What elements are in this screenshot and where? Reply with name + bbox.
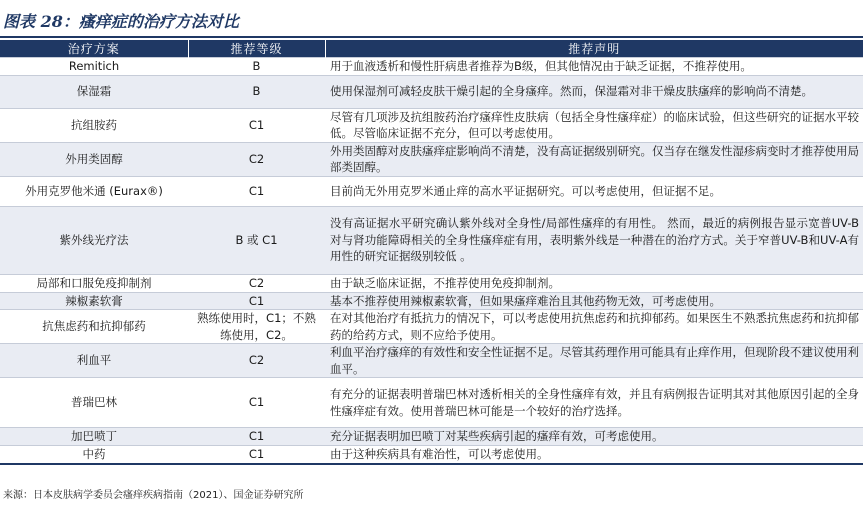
- recommendation-statement-cell: 外用类固醇对皮肤瘙痒症影响尚不清楚，没有高证据级别研究。仅当存在继发性湿疹病变时才推荐使用局部类固醇。: [325, 142, 863, 176]
- header-statement: 推荐声明: [325, 40, 863, 58]
- recommendation-statement-cell: 尽管有几项涉及抗组胺药治疗瘙痒性皮肤病（包括全身性瘙痒症）的临床试验，但这些研究的证据水平较低。尽管临床证据不充分，但可以考虑使用。: [325, 108, 863, 142]
- recommendation-level-cell: B: [188, 58, 325, 76]
- table-row: [0, 378, 863, 428]
- table-row: [0, 344, 863, 378]
- table-row: [0, 58, 863, 76]
- page-title: 图表 28：瘙痒症的治疗方法对比: [3, 12, 239, 31]
- table-row: [0, 206, 863, 274]
- table-row: [0, 310, 863, 344]
- recommendation-level-cell: C2: [188, 142, 325, 176]
- recommendation-level-cell: C1: [188, 446, 325, 464]
- table-row: [0, 108, 863, 142]
- table-row: [0, 176, 863, 206]
- recommendation-level-cell: B: [188, 75, 325, 108]
- recommendation-level-cell: C1: [188, 428, 325, 446]
- recommendation-statement-cell: 利血平治疗瘙痒的有效性和安全性证据不足。尽管其药理作用可能具有止痒作用，但现阶段不建议使用利血平。: [325, 344, 863, 378]
- header-level: 推荐等级: [188, 40, 325, 58]
- recommendation-level-cell: C2: [188, 344, 325, 378]
- treatment-comparison-table: [0, 40, 863, 465]
- treatment-method-cell: 利血平: [0, 344, 188, 378]
- recommendation-level-cell: 熟练使用时，C1；不熟练使用，C2。: [188, 310, 325, 344]
- source-note: 来源：日本皮肤病学委员会瘙痒疾病指南（2021）、国金证券研究所: [3, 490, 304, 501]
- treatment-method-cell: 抗组胺药: [0, 108, 188, 142]
- recommendation-level-cell: C2: [188, 274, 325, 292]
- table-header-row: [0, 40, 863, 58]
- treatment-method-cell: 外用类固醇: [0, 142, 188, 176]
- recommendation-statement-cell: 使用保湿剂可减轻皮肤干燥引起的全身瘙痒。然而，保湿霜对非干燥皮肤瘙痒的影响尚不清楚。: [325, 75, 863, 108]
- recommendation-statement-cell: 目前尚无外用克罗米通止痒的高水平证据研究。可以考虑使用，但证据不足。: [325, 176, 863, 206]
- treatment-method-cell: 外用克罗他米通 (Eurax®): [0, 176, 188, 206]
- recommendation-level-cell: C1: [188, 292, 325, 310]
- recommendation-statement-cell: 由于缺乏临床证据，不推荐使用免疫抑制剂。: [325, 274, 863, 292]
- table-row: [0, 446, 863, 464]
- treatment-method-cell: 保湿霜: [0, 75, 188, 108]
- recommendation-level-cell: C1: [188, 108, 325, 142]
- title-bar: [0, 0, 863, 38]
- recommendation-statement-cell: 在对其他治疗有抵抗力的情况下，可以考虑使用抗焦虑药和抗抑郁药。如果医生不熟悉抗焦虑药和抗抑郁药的给药方式，则不应给予使用。: [325, 310, 863, 344]
- treatment-method-cell: 紫外线光疗法: [0, 206, 188, 274]
- treatment-method-cell: 加巴喷丁: [0, 428, 188, 446]
- treatment-method-cell: 抗焦虑药和抗抑郁药: [0, 310, 188, 344]
- recommendation-statement-cell: 没有高证据水平研究确认紫外线对全身性/局部性瘙痒的有用性。 然而，最近的病例报告显示宽普UV-B对与肾功能障碍相关的全身性瘙痒症有用，表明紫外线是一种潜在的治疗方式。关于窄普UV-B和UV-A有用性的研究证据级别较低 。: [325, 206, 863, 274]
- treatment-method-cell: 普瑞巴林: [0, 378, 188, 428]
- treatment-method-cell: Remitich: [0, 58, 188, 76]
- recommendation-statement-cell: 充分证据表明加巴喷丁对某些疾病引起的瘙痒有效，可考虑使用。: [325, 428, 863, 446]
- recommendation-statement-cell: 有充分的证据表明普瑞巴林对透析相关的全身性瘙痒有效，并且有病例报告证明其对其他原因引起的全身性瘙痒症有效。使用普瑞巴林可能是一个较好的治疗选择。: [325, 378, 863, 428]
- recommendation-statement-cell: 用于血液透析和慢性肝病患者推荐为B级，但其他情况由于缺乏证据，不推荐使用。: [325, 58, 863, 76]
- recommendation-statement-cell: 基本不推荐使用辣椒素软膏，但如果瘙痒难治且其他药物无效，可考虑使用。: [325, 292, 863, 310]
- table-row: [0, 274, 863, 292]
- treatment-method-cell: 中药: [0, 446, 188, 464]
- recommendation-level-cell: C1: [188, 378, 325, 428]
- table-row: [0, 142, 863, 176]
- table-row: [0, 292, 863, 310]
- treatment-method-cell: 辣椒素软膏: [0, 292, 188, 310]
- header-method: 治疗方案: [0, 40, 188, 58]
- recommendation-statement-cell: 由于这种疾病具有难治性，可以考虑使用。: [325, 446, 863, 464]
- treatment-method-cell: 局部和口服免疫抑制剂: [0, 274, 188, 292]
- table-row: [0, 75, 863, 108]
- recommendation-level-cell: B 或 C1: [188, 206, 325, 274]
- recommendation-level-cell: C1: [188, 176, 325, 206]
- table-row: [0, 428, 863, 446]
